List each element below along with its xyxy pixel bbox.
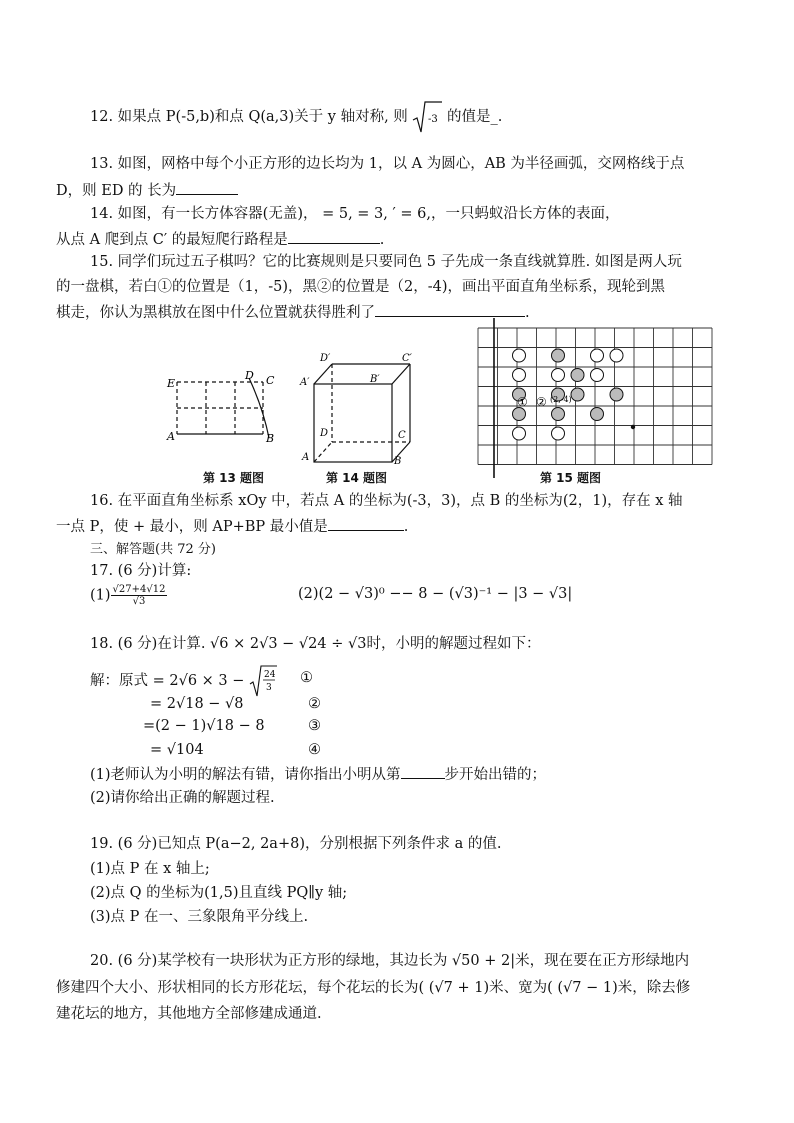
q17-part2: (2)(2 − √3)⁰ −− 8 − (√3)⁻¹ − |3 − √3| [298,586,573,602]
q18-marker-1: ① [300,670,313,686]
fig14-label-a: A [302,452,310,463]
q17-head: 17. (6 分)计算: [90,563,192,579]
white-stone [591,349,604,362]
q17-p1-label: (1) [90,587,111,604]
fig15-note: (2,-4) [550,395,572,404]
fig13-label-c: C [266,374,275,387]
q14-answer-blank[interactable] [288,229,380,244]
q12-line [90,100,502,134]
section-3-heading: 三、解答题(共 72 分) [90,542,216,557]
figure-15-board [470,318,720,478]
q18-frac-num: 24 [264,670,276,680]
q15-answer-blank[interactable] [375,302,525,317]
q16-answer-blank[interactable] [328,516,404,531]
fig14-caption: 第 14 题图 [326,471,388,485]
q14-text-2: 从点 A 爬到点 C′ 的最短爬行路程是 [56,232,288,248]
q18-ask1-a: (1)老师认为小明的解法有错，请你指出小明从第 [90,767,401,783]
q15-line1: 15. 同学们玩过五子棋吗？它的比赛规则是只要同色 5 子先成一条直线就算胜. 如图是两人玩 [90,254,682,270]
q12-radicand: -3 [428,114,439,125]
q15-line3: 棋走，你认为黑棋放在图中什么位置就获得胜利了 . [56,302,530,323]
fig15-caption: 第 15 题图 [540,471,602,485]
black-stone [591,408,604,421]
fig15-mark-1: ① [517,395,528,409]
white-stone [513,349,526,362]
black-stone [571,369,584,382]
q19-cond3: (3)点 P 在一、三象限角平分线上. [90,909,309,925]
q12-text-b: 的值是_. [447,109,503,125]
fig15-dot [631,425,635,429]
q14-line2: 从点 A 爬到点 C′ 的最短爬行路程是 . [56,229,384,250]
black-stone [610,388,623,401]
q15-line2: 的一盘棋，若白①的位置是（1，-5)，黑②的位置是（2，-4)，画出平面直角坐标系，现轮到黑 [56,279,666,295]
black-stone [552,408,565,421]
fig13-label-d: D [245,369,254,382]
q18-answer-blank[interactable] [401,764,445,779]
q14-line1: 14. 如图，有一长方体容器(无盖)， = 5, = 3, ′ = 6,，一只蚂蚁沿长方体的表面， [90,206,620,222]
q18-frac-den: 3 [266,683,272,693]
fig13-label-e: E [167,377,176,390]
q18-head: 18. (6 分)在计算. √6 × 2√3 − √24 ÷ √3时，小明的解题过程如下： [90,636,541,652]
fig14-label-c1: C′ [402,353,412,364]
fig13-label-b: B [266,432,275,445]
q12-text-a: 12. 如果点 P(-5,b)和点 Q(a,3)关于 y 轴对称, 则 [90,109,408,125]
white-stone [610,349,623,362]
q18-marker-4: ④ [308,742,321,758]
q13-answer-blank[interactable] [176,180,238,195]
q20-line2: 修建四个大小、形状相同的长方形花坛，每个花坛的长为( (√7 + 1)米、宽为( (√7 − 1)米，除去修 [56,980,691,996]
q17-p1-numerator: √27+4√12 [112,584,166,595]
fig13-label-a: A [167,430,175,443]
q18-ask1-b: 步开始出错的； [444,767,547,783]
fig14-label-b: B [394,456,402,466]
fig14-label-d: D [320,428,329,439]
figure-14 [298,348,418,466]
fig14-label-c: C [398,430,406,441]
fig14-label-b1: B′ [370,374,380,385]
q15-text-3: 棋走，你认为黑棋放在图中什么位置就获得胜利了 [56,305,375,321]
q18-step3: =(2 − 1)√18 − 8 [143,718,265,734]
q18-step1 [90,664,277,698]
q18-step4: = √104 [150,742,204,758]
q16-line1: 16. 在平面直角坐标系 xOy 中，若点 A 的坐标为(-3，3)，点 B 的坐标为(2，1)，存在 x 轴 [90,493,683,509]
fig15-mark-2: ② [536,395,547,409]
sqrt-sign-icon [412,100,442,134]
q18-step2: = 2√18 − √8 [150,696,244,712]
q13-text-2: D，则 ED 的 长为 [56,183,177,199]
q19-head: 19. (6 分)已知点 P(a−2, 2a+8)，分别根据下列条件求 a 的值. [90,836,502,852]
fig14-label-d1: D′ [320,353,331,364]
q13-line2 [56,180,238,201]
q18-step1-text: 解：原式 = 2√6 × 3 − [90,673,245,689]
white-stone [552,369,565,382]
q18-ask1 [90,764,546,785]
sqrt-sign-icon [249,664,277,698]
q18-marker-2: ② [308,696,321,712]
q18-ask2: (2)请你给出正确的解题过程. [90,790,275,806]
white-stone [591,369,604,382]
q16-line2: 一点 P，使 + 最小，则 AP+BP 最小值是 . [56,516,408,537]
q19-cond1: (1)点 P 在 x 轴上; [90,861,210,877]
q17-part1 [90,584,167,607]
white-stone [513,369,526,382]
q20-line3: 建花坛的地方，其他地方全部修建成通道. [56,1006,322,1022]
q17-p1-denominator: √3 [132,596,146,607]
q16-text-2: 一点 P，使 + 最小，则 AP+BP 最小值是 [56,519,328,535]
q20-line1: 20. (6 分)某学校有一块形状为正方形的绿地，其边长为 √50 + 2|米，现在要在正方形绿地内 [90,953,690,969]
black-stone [552,349,565,362]
black-stone [571,388,584,401]
q13-line1: 13. 如图，网格中每个小正方形的边长均为 1，以 A 为圆心，AB 为半径画弧，交网格线于点 [90,156,685,172]
fig13-caption: 第 13 题图 [203,471,265,485]
figure-13 [165,368,285,448]
white-stone [552,427,565,440]
q19-cond2: (2)点 Q 的坐标为(1,5)且直线 PQ∥y 轴; [90,885,348,901]
q18-marker-3: ③ [308,718,321,734]
white-stone [513,427,526,440]
fig14-label-a1: A′ [300,377,310,388]
black-stone [513,408,526,421]
